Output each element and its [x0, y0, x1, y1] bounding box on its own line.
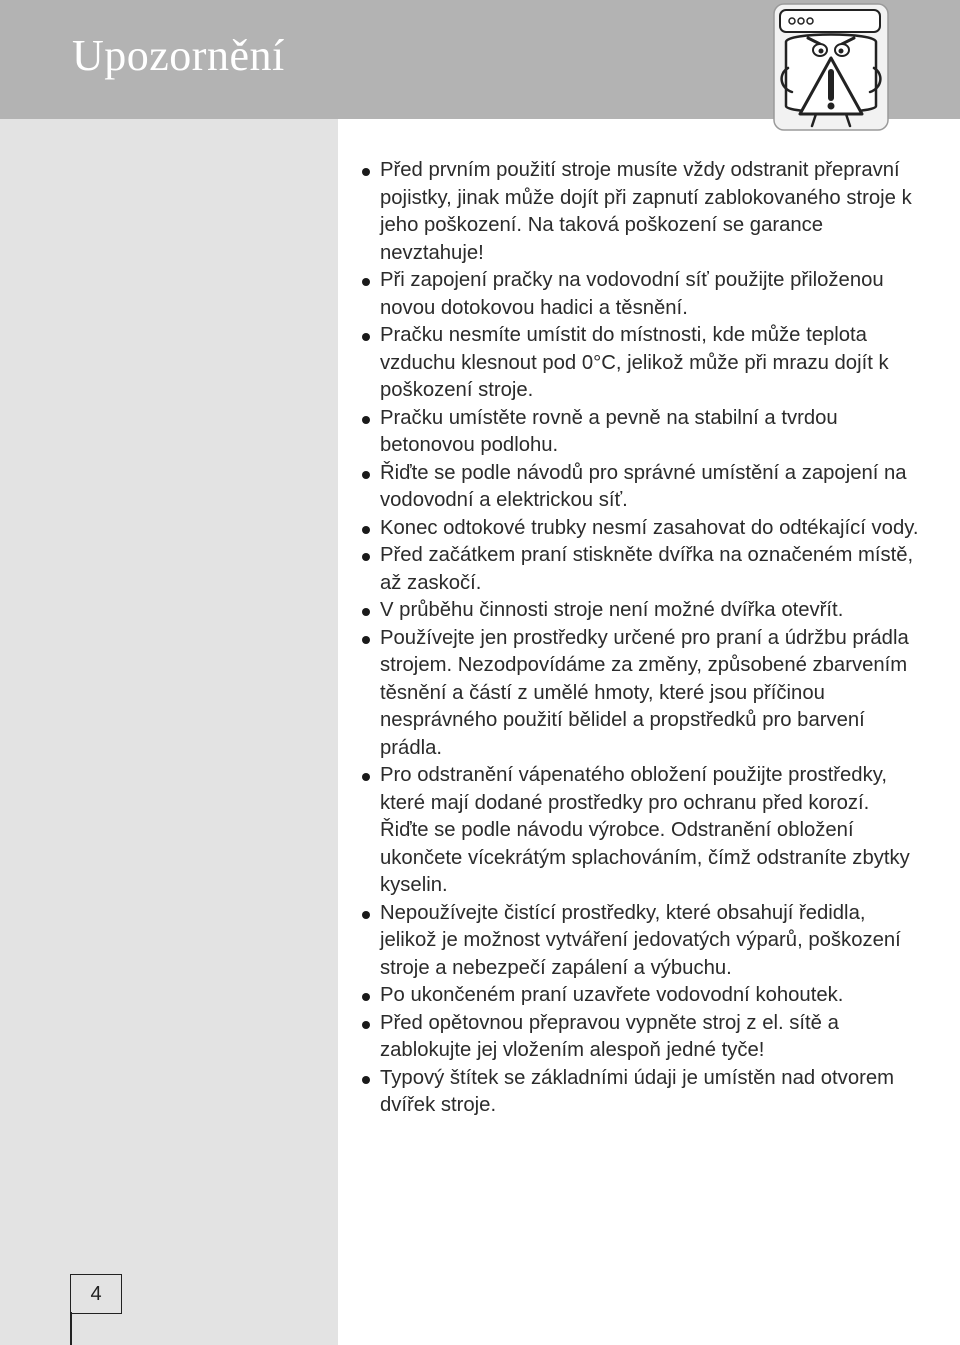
bullet-icon — [362, 911, 370, 919]
warning-item — [360, 157, 920, 267]
bullet-icon — [362, 278, 370, 286]
bullet-icon — [362, 636, 370, 644]
page-title: Upozornění — [72, 31, 285, 80]
warning-text: Pračku nesmíte umístit do místnosti, kde může teplota vzduchu klesnout pod 0°C, jelikož může při mrazu dojít k poškození stroje. — [380, 324, 889, 401]
bullet-icon — [362, 773, 370, 781]
bullet-icon — [362, 608, 370, 616]
bullet-icon — [362, 416, 370, 424]
warning-text: Typový štítek se základními údaji je umístěn nad otvorem dvířek stroje. — [380, 1066, 895, 1116]
warning-text: Před opětovnou přepravou vypněte stroj z el. sítě a zablokujte jej vložením alespoň jedné tyče! — [380, 1011, 839, 1061]
bullet-icon — [362, 168, 370, 176]
warning-text: Před prvním použití stroje musíte vždy odstranit přepravní pojistky, jinak může dojít při zapnutí zablokovaného stroje k jeho poškození. Na taková poškození se garance nevztahuje! — [380, 159, 912, 264]
bullet-icon — [362, 333, 370, 341]
warning-text: Konec odtokové trubky nesmí zasahovat do odtékající vody. — [380, 516, 919, 539]
bullet-icon — [362, 526, 370, 534]
warning-item — [360, 515, 920, 543]
warnings-list — [360, 157, 920, 1120]
warning-item — [360, 1065, 920, 1120]
page-number: 4 — [70, 1274, 122, 1314]
warning-item — [360, 900, 920, 983]
left-margin-panel — [0, 119, 338, 1345]
bullet-icon — [362, 471, 370, 479]
warning-text: Při zapojení pračky na vodovodní síť použijte přiloženou novou dotokovou hadici a těsnění. — [380, 269, 884, 319]
warning-text: Pro odstranění vápenatého obložení použijte prostředky, které mají dodané prostředky pro ochranu před korozí. Řiďte se podle návodu výrobce. Odstranění obložení ukončete vícekrátým splachováním, čímž odstraníte zbytky kyselin. — [380, 764, 910, 896]
page-number-rule — [70, 1312, 72, 1345]
warning-item — [360, 982, 920, 1010]
warning-item — [360, 267, 920, 322]
warning-washing-machine-icon — [772, 2, 890, 132]
bullet-icon — [362, 993, 370, 1001]
warning-item — [360, 542, 920, 597]
warning-text: Před začátkem praní stiskněte dvířka na označeném místě, až zaskočí. — [380, 544, 914, 594]
warning-text: Nepoužívejte čistící prostředky, které obsahují ředidla, jelikož je možnost vytváření jedovatých výparů, poškození stroje a nebezpečí zapálení a výbuchu. — [380, 901, 901, 979]
warning-text: Řiďte se podle návodů pro správné umístění a zapojení na vodovodní a elektrickou síť. — [380, 461, 907, 511]
warning-text: Používejte jen prostředky určené pro praní a údržbu prádla strojem. Nezodpovídáme za změny, způsobené zbarvením těsnění a částí z umělé hmoty, které jsou příčinou nesprávného použití bělidel a propstředků pro barvení prádla. — [380, 626, 909, 759]
warning-item — [360, 405, 920, 460]
warning-item — [360, 322, 920, 405]
warning-text: V průběhu činnosti stroje není možné dvířka otevřít. — [380, 599, 844, 621]
warning-item — [360, 625, 920, 763]
bullet-icon — [362, 1021, 370, 1029]
warning-item — [360, 762, 920, 900]
warning-item — [360, 460, 920, 515]
warning-item — [360, 597, 920, 625]
bullet-icon — [362, 553, 370, 561]
bullet-icon — [362, 1076, 370, 1084]
warning-text: Pračku umístěte rovně a pevně na stabilní a tvrdou betonovou podlohu. — [380, 406, 838, 456]
warning-item — [360, 1010, 920, 1065]
warning-text: Po ukončeném praní uzavřete vodovodní kohoutek. — [380, 984, 844, 1006]
